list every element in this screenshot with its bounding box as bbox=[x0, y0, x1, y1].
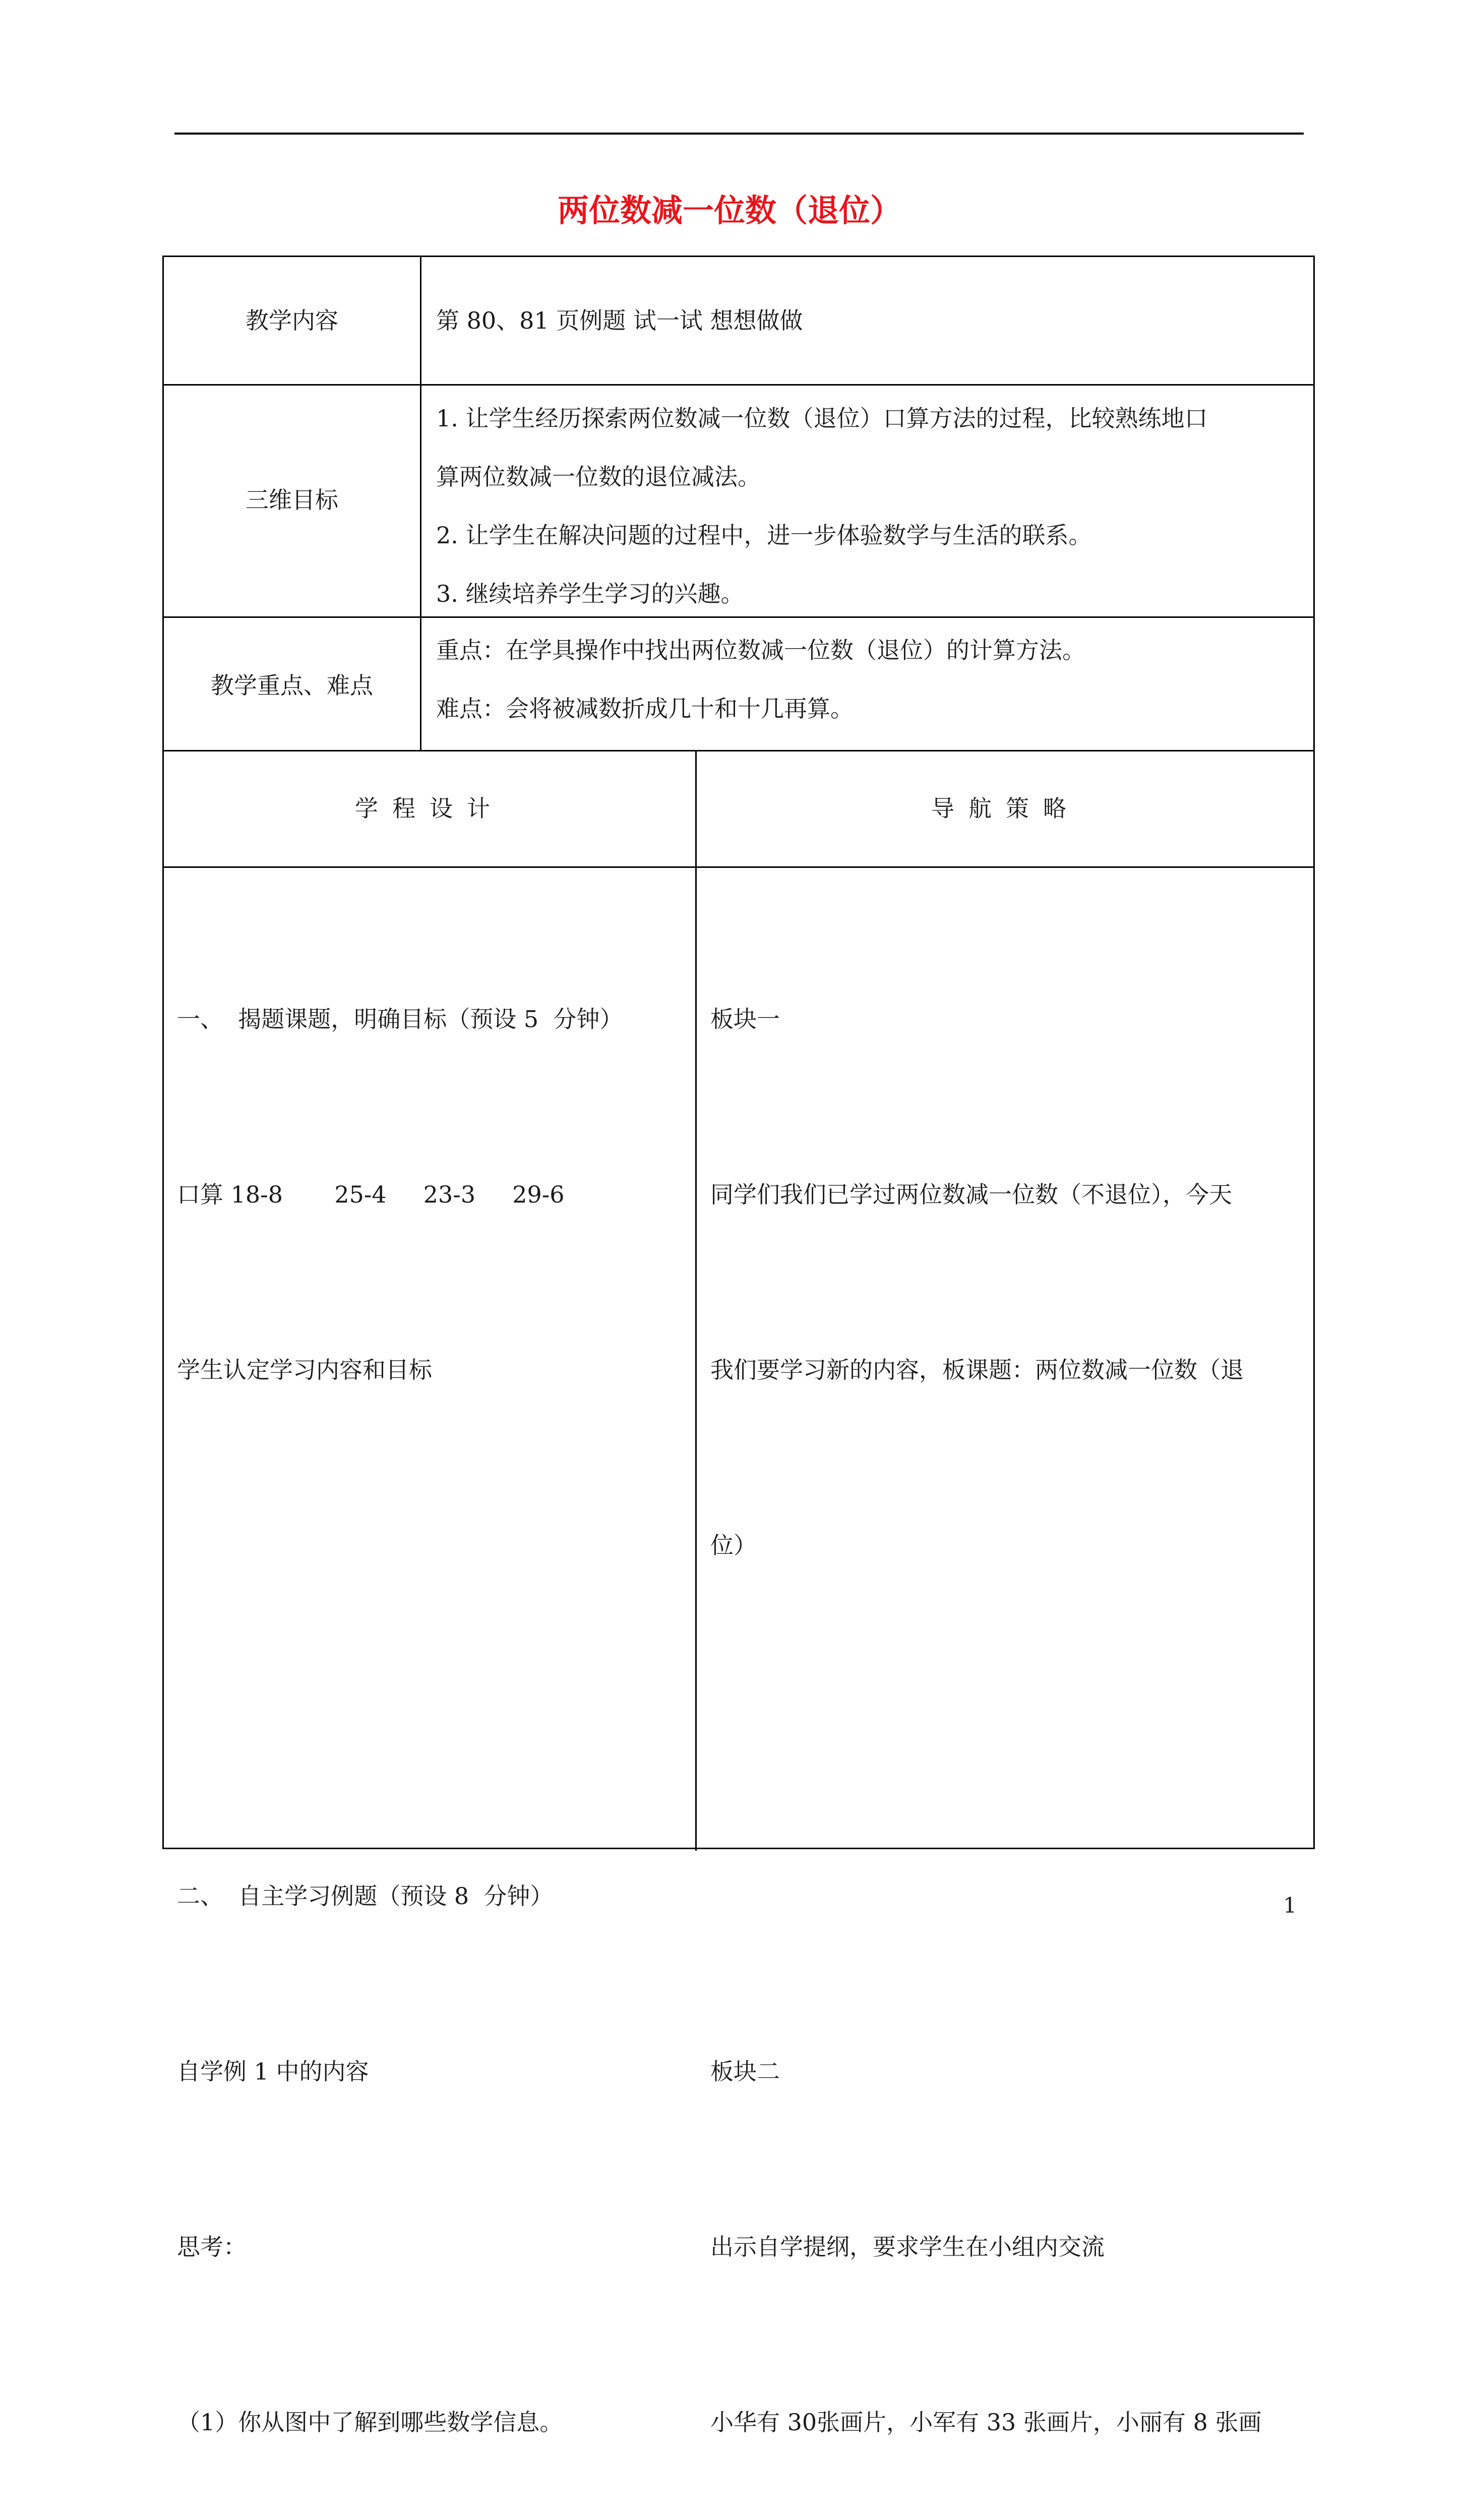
strategy-line: 我们要学习新的内容，板课题：两位数减一位数（退 bbox=[710, 1356, 1244, 1383]
strategy-line: 出示自学提纲，要求学生在小组内交流 bbox=[710, 2233, 1105, 2260]
objective-line: 算两位数减一位数的退位减法。 bbox=[436, 463, 761, 490]
header-rule bbox=[174, 133, 1304, 135]
label-column-divider bbox=[420, 257, 421, 751]
strategy-line bbox=[710, 1867, 1261, 1925]
design-line: 自学例 1 中的内容 bbox=[177, 2058, 369, 2085]
objective-line: 2. 让学生在解决问题的过程中，进一步体验数学与生活的联系。 bbox=[436, 522, 1092, 549]
key-points-label: 教学重点、难点 bbox=[211, 672, 373, 699]
design-line: 一、 揭题课题，明确目标（预设 5 分钟） bbox=[177, 1005, 623, 1033]
key-point-line: 重点：在学具操作中找出两位数减一位数（退位）的计算方法。 bbox=[436, 637, 1085, 664]
design-line: 二、 自主学习例题（预设 8 分钟） bbox=[177, 1882, 554, 1910]
key-point-line: 难点：会将被减数折成几十和十几再算。 bbox=[436, 695, 854, 722]
design-strategy-divider bbox=[695, 750, 697, 1851]
strategy-line: 板块一 bbox=[710, 1005, 780, 1033]
page-number: 1 bbox=[1283, 1893, 1297, 1918]
strategy-column bbox=[710, 873, 1261, 2520]
design-column bbox=[177, 873, 641, 2520]
content-label: 教学内容 bbox=[246, 307, 338, 334]
strategy-line: 小华有 30张画片，小军有 33 张画片，小丽有 8 张画 bbox=[710, 2409, 1262, 2436]
objective-line: 1. 让学生经历探索两位数减一位数（退位）口算方法的过程，比较熟练地口 bbox=[436, 405, 1208, 432]
objective-line: 3. 继续培养学生学习的兴趣。 bbox=[436, 580, 744, 607]
strategy-column-header: 导航策略 bbox=[931, 795, 1080, 822]
strategy-line: 位） bbox=[710, 1532, 757, 1559]
design-line: （1）你从图中了解到哪些数学信息。 bbox=[177, 2409, 563, 2436]
strategy-line: 同学们我们已学过两位数减一位数（不退位），今天 bbox=[710, 1181, 1232, 1208]
objectives-label: 三维目标 bbox=[246, 486, 338, 514]
strategy-line: 板块二 bbox=[710, 2058, 780, 2085]
row-divider bbox=[164, 384, 1313, 386]
row-divider bbox=[164, 750, 1313, 751]
design-line bbox=[177, 1691, 641, 1750]
design-line: 学生认定学习内容和目标 bbox=[177, 1356, 432, 1383]
content-text: 第 80、81 页例题 试一试 想想做做 bbox=[436, 307, 803, 334]
design-line: 口算 18-8 25-4 23-3 29-6 bbox=[177, 1181, 565, 1208]
row-divider bbox=[164, 866, 1313, 868]
objectives-list bbox=[436, 389, 1303, 623]
design-line: 思考： bbox=[177, 2233, 247, 2260]
page-title: 两位数减一位数（退位） bbox=[557, 192, 901, 229]
key-points-list bbox=[436, 621, 1303, 738]
lesson-plan-table bbox=[162, 256, 1315, 2436]
design-line bbox=[177, 1516, 641, 1574]
strategy-line bbox=[710, 1691, 1261, 1750]
row-divider bbox=[164, 616, 1313, 618]
design-column-header: 学程设计 bbox=[355, 795, 504, 822]
